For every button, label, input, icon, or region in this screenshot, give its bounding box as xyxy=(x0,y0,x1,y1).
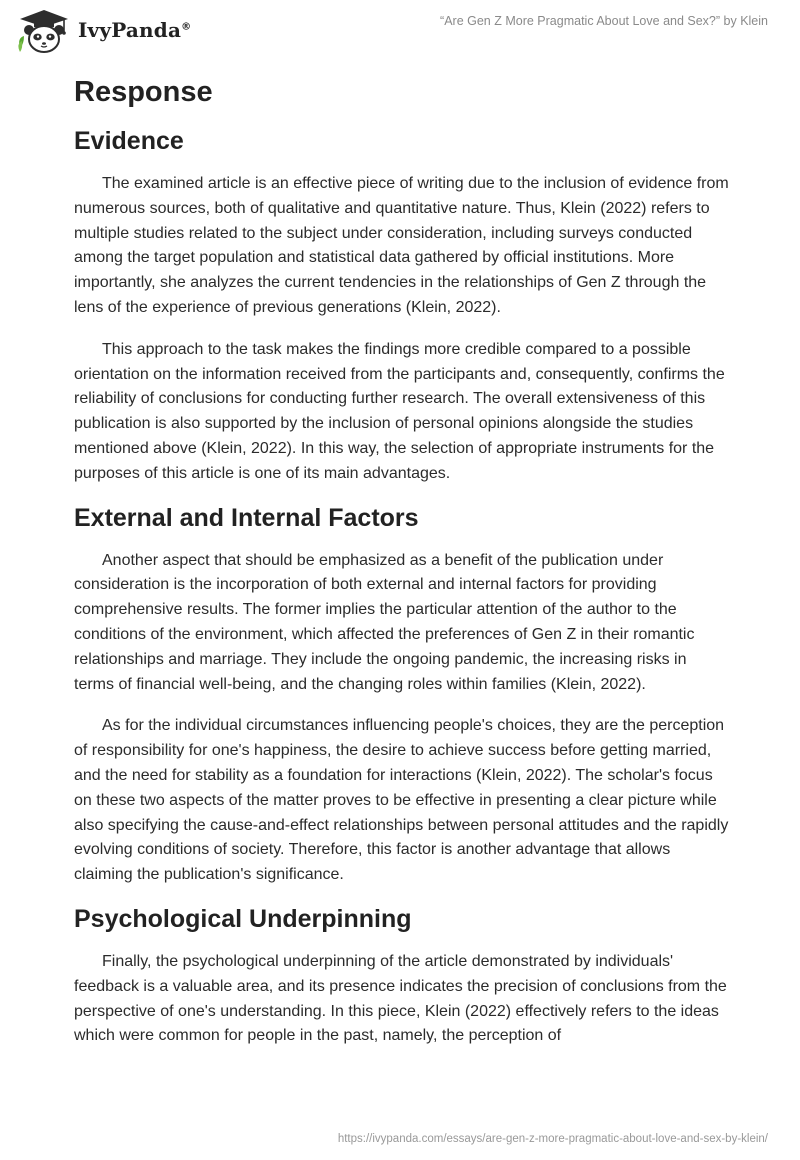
section-heading-evidence: Evidence xyxy=(74,127,184,155)
section-heading-psychological-underpinning: Psychological Underpinning xyxy=(74,904,412,933)
source-url-link[interactable]: https://ivypanda.com/essays/are-gen-z-more-pragmatic-about-love-and-sex-by-klein/ xyxy=(337,1133,768,1145)
page-title: Response xyxy=(74,76,213,108)
paragraph: Another aspect that should be emphasized as a benefit of the publication under consideration is the incorporation of both external and internal factors for providing comprehensive results. The former implies the particular attention of the author to the conditions of the environment, which affected the preferences of Gen Z in their romantic relationships and marriage. They include the ongoing pandemic, the increasing risks in terms of financial well-being, and the changing roles within families (Klein, 2022). xyxy=(74,551,695,693)
section-heading-external-internal-factors: External and Internal Factors xyxy=(74,503,419,532)
registered-mark: ® xyxy=(181,21,192,33)
brand-label: IvyPanda xyxy=(78,18,182,42)
brand-name[interactable] xyxy=(78,18,191,42)
document-title: “Are Gen Z More Pragmatic About Love and Sex?” by Klein xyxy=(440,14,768,28)
paragraph: This approach to the task makes the findings more credible compared to a possible orientation on the information received from the participants and, consequently, confirms the reliability of conclusions for conducting further research. The overall extensiveness of this publication is also supported by the inclusion of personal opinions alongside the studies mentioned above (Klein, 2022). In this way, the selection of appropriate instruments for the purposes of this article is one of its main advantages. xyxy=(74,340,725,482)
article-body xyxy=(74,66,730,1066)
paragraph: The examined article is an effective piece of writing due to the inclusion of evidence from numerous sources, both of qualitative and quantitative nature. Thus, Klein (2022) refers to multiple studies related to the subject under consideration, including surveys conducted among the target population and statistical data gathered by official institutions. More importantly, she analyzes the current tendencies in the relationships of Gen Z through the lens of the experience of previous generations (Klein, 2022). xyxy=(74,175,729,316)
page-header xyxy=(0,0,800,60)
panda-graduate-icon[interactable] xyxy=(14,8,74,54)
paragraph: As for the individual circumstances influencing people's choices, they are the perception of responsibility for one's happiness, the desire to achieve success before getting married, and the need for stability as a foundation for interactions (Klein, 2022). The scholar's focus on these two aspects of the matter proves to be effective in presenting a clear picture while also specifying the cause-and-effect relationships between personal attitudes and the rapidly evolving conditions of society. Therefore, this factor is another advantage that allows claiming the publication's significance. xyxy=(74,717,729,884)
paragraph: Finally, the psychological underpinning of the article demonstrated by individuals' feedback is a valuable area, and its presence indicates the precision of conclusions from the perspective of one's understanding. In this piece, Klein (2022) effectively refers to the ideas which were common for people in the past, namely, the perception of xyxy=(74,952,727,1045)
